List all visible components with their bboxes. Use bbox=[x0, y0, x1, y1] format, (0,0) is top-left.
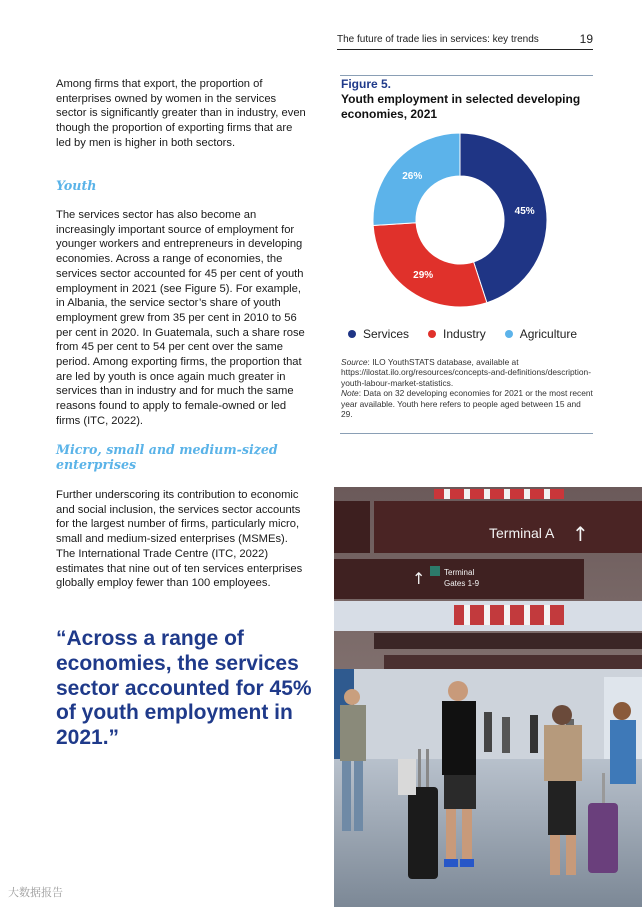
legend-swatch-services bbox=[348, 330, 356, 338]
legend-item-services bbox=[348, 327, 409, 341]
body-paragraph-youth: The services sector has also become an increasingly important source of employment for younger workers and entrepreneurs in developing economies. Across a range of economies, the services sector accounted for 45 per cent of youth employment in 2021 (see Figure 5). For example, in Albania, the service sector’s share of youth employment grew from 35 per cent in 2010 to 56 per cent in 2020. In Guatemala, such a share rose from 45 per cent to 54 per cent over the same period. Among exporting firms, the proportion that are led by youth is once again much greater in services than in industry and for much the same reasons found to apply to female-owned or led firms (ITC, 2022). bbox=[56, 209, 305, 427]
source-text: : ILO YouthSTATS database, available at https://ilostat.ilo.org/resources/concepts-and-definitions/description-youth-labour-market-statistics. bbox=[341, 357, 591, 388]
figure-source bbox=[341, 357, 594, 388]
svg-text:↑: ↑ bbox=[572, 522, 589, 546]
donut-label-industry: 29% bbox=[413, 270, 434, 282]
donut-slice-industry bbox=[373, 223, 487, 307]
legend-label-agriculture: Agriculture bbox=[519, 327, 578, 341]
figure-label: Figure 5. bbox=[341, 77, 392, 91]
legend-label-industry: Industry bbox=[443, 327, 486, 341]
airport-terminal-photo bbox=[334, 487, 642, 907]
running-header-title: The future of trade lies in services: key trends bbox=[337, 34, 539, 45]
donut-chart bbox=[370, 130, 550, 310]
legend-item-agriculture bbox=[505, 327, 577, 341]
pull-quote: “Across a range of economies, the services sector accounted for 45% of youth employment in 2021.” bbox=[56, 627, 312, 750]
body-paragraph-women-exporters: Among firms that export, the proportion of enterprises owned by women in the services sector is significantly greater than in industry, even though the proportion of exporting firms that are led by men is higher in both sectors. bbox=[56, 78, 306, 149]
legend-item-industry bbox=[428, 327, 486, 341]
figure-note bbox=[341, 388, 594, 419]
figure-bottom-rule bbox=[340, 433, 593, 434]
note-label: Note bbox=[341, 388, 359, 399]
sign-terminal-gates: Terminal bbox=[444, 568, 475, 577]
running-header bbox=[337, 34, 593, 50]
legend-swatch-agriculture bbox=[505, 330, 513, 338]
sign-terminal-a: Terminal A bbox=[489, 525, 555, 541]
donut-label-agriculture: 26% bbox=[402, 171, 423, 183]
figure-notes bbox=[341, 357, 594, 419]
legend-swatch-industry bbox=[428, 330, 436, 338]
sign-gates: Gates 1-9 bbox=[444, 579, 480, 588]
note-text: : Data on 32 developing economies for 2021 or the most recent year available. Youth here refers to people aged between 15 and 29. bbox=[341, 388, 593, 420]
section-heading-msme: Micro, small and medium-sized enterprises bbox=[56, 442, 278, 472]
legend-label-services: Services bbox=[363, 327, 410, 341]
watermark: 大数据报告 bbox=[8, 887, 63, 899]
body-paragraph-msme: Further underscoring its contribution to economic and social inclusion, the services sector accounts for the largest number of firms, particularly micro, small and medium-sized enterprises (MSMEs). The International Trade Centre (ITC, 2022) estimates that nine out of ten services enterprises globally employ fewer than 100 employees. bbox=[56, 489, 303, 590]
source-label: Source bbox=[341, 357, 368, 367]
figure-top-rule bbox=[340, 75, 593, 76]
figure-title: Youth employment in selected developing economies, 2021 bbox=[341, 92, 581, 121]
section-heading-youth: Youth bbox=[56, 178, 97, 193]
header-rule bbox=[337, 49, 593, 50]
page-number: 19 bbox=[579, 32, 593, 46]
donut-label-services: 45% bbox=[514, 205, 535, 217]
svg-text:↑: ↑ bbox=[412, 569, 426, 588]
chart-legend bbox=[348, 327, 598, 341]
